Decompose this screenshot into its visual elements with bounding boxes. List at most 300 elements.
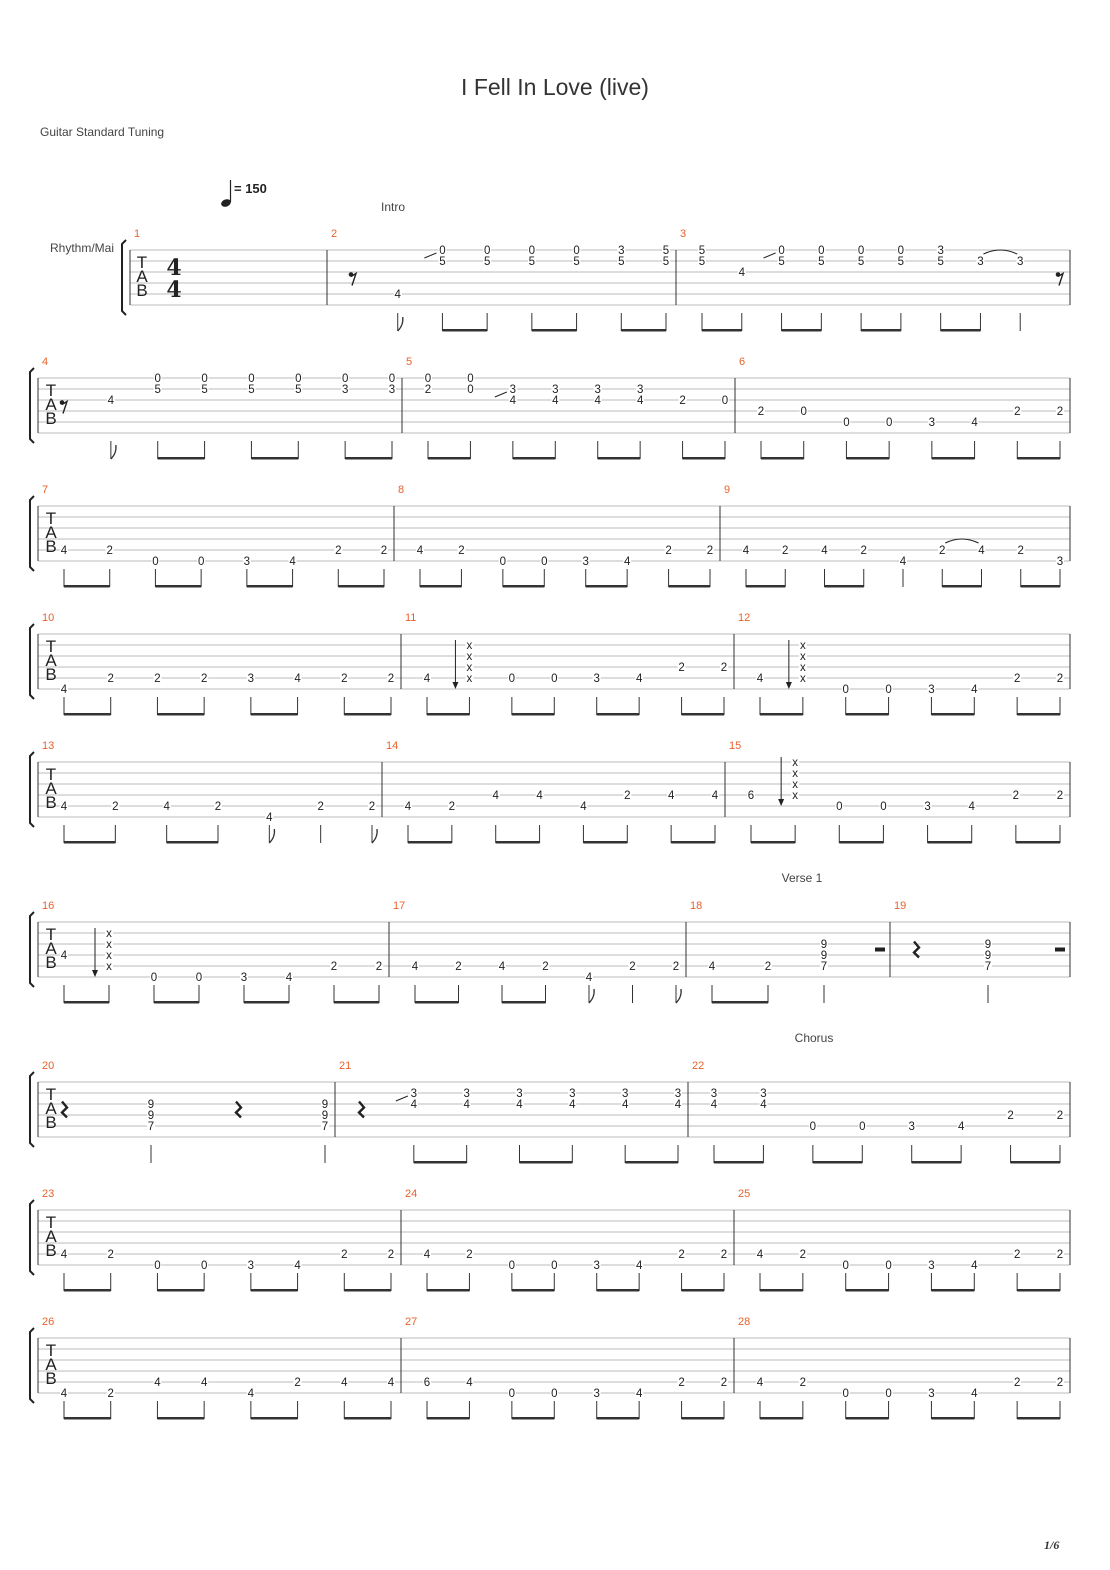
- fret-number: 2: [294, 1377, 301, 1389]
- fret-number: 3: [593, 1388, 600, 1400]
- eighth-rest-icon: [1058, 274, 1063, 286]
- fret-number: 0: [154, 373, 161, 385]
- tab-clef-letter: T: [45, 1341, 57, 1360]
- fret-number: 4: [60, 684, 68, 696]
- fret-number: 3: [341, 384, 349, 396]
- fret-number: 9: [984, 939, 992, 951]
- note-beam: [251, 713, 298, 716]
- tab-clef-letter: T: [45, 925, 57, 944]
- note-beam: [625, 1161, 678, 1164]
- fret-number: 5: [818, 256, 825, 268]
- measure-number: 5: [406, 356, 413, 368]
- note-flag: [269, 829, 274, 843]
- fret-number: 2: [1007, 1110, 1014, 1122]
- fret-number: 0: [499, 556, 507, 568]
- note-beam: [414, 1161, 467, 1164]
- fret-number: 4: [674, 1099, 682, 1111]
- time-signature-top: 4: [166, 255, 182, 281]
- note-beam: [760, 1417, 803, 1420]
- fret-number: 9: [147, 1099, 155, 1111]
- fret-number: 4: [742, 545, 750, 557]
- fret-number: 2: [154, 673, 161, 685]
- note-beam: [251, 1289, 298, 1292]
- fret-number: 0: [197, 556, 205, 568]
- fret-number: 4: [289, 556, 296, 568]
- section-label: Verse 1: [781, 871, 823, 885]
- note-beam: [64, 1289, 111, 1292]
- fret-number: 4: [60, 1388, 68, 1400]
- fret-number: x: [106, 939, 112, 951]
- staff-system: [30, 1072, 1070, 1164]
- fret-number: 4: [416, 545, 424, 557]
- fret-number: 3: [760, 1088, 767, 1100]
- fret-number: 2: [720, 1377, 728, 1389]
- fret-number: 2: [106, 545, 113, 557]
- fret-number: 0: [857, 245, 865, 257]
- rest-symbol: [875, 948, 885, 952]
- measure-number: 21: [339, 1060, 352, 1072]
- fret-number: 0: [341, 373, 349, 385]
- note-beam: [1011, 1161, 1060, 1164]
- fret-number: 0: [880, 801, 887, 813]
- fret-number: 2: [720, 1249, 728, 1261]
- fret-number: 4: [971, 1388, 978, 1400]
- note-beam: [442, 329, 487, 332]
- fret-number: 5: [573, 256, 580, 268]
- fret-number: 4: [569, 1099, 576, 1111]
- measure-number: 12: [738, 612, 751, 624]
- fret-number: 4: [708, 961, 716, 973]
- note-beam: [932, 457, 975, 460]
- note-beam: [586, 585, 627, 588]
- note-beam: [671, 841, 715, 844]
- note-beam: [338, 585, 384, 588]
- fret-number: 4: [580, 801, 587, 813]
- fret-number: 0: [836, 801, 843, 813]
- fret-number: 4: [756, 673, 764, 685]
- note-beam: [928, 841, 972, 844]
- note-beam: [597, 713, 639, 716]
- measure-number: 8: [398, 484, 405, 496]
- tab-clef-letter: B: [45, 1241, 57, 1260]
- fret-number: 2: [1017, 545, 1024, 557]
- measure-number: 27: [405, 1316, 418, 1328]
- fret-number: 4: [738, 267, 745, 279]
- fret-number: 3: [674, 1088, 682, 1100]
- tab-clef-letter: B: [45, 1113, 57, 1132]
- fret-number: x: [792, 779, 799, 791]
- fret-number: 4: [971, 684, 978, 696]
- fret-number: 4: [968, 801, 975, 813]
- fret-number: 2: [799, 1377, 807, 1389]
- fret-number: x: [106, 950, 112, 962]
- note-beam: [428, 457, 470, 460]
- note-beam: [682, 1289, 724, 1292]
- note-beam: [583, 841, 627, 844]
- fret-number: 0: [551, 1260, 558, 1272]
- fret-number: 3: [618, 245, 625, 257]
- fret-number: 3: [509, 384, 517, 396]
- fret-number: 2: [1012, 790, 1020, 802]
- fret-number: 4: [957, 1121, 965, 1133]
- note-beam: [621, 329, 666, 332]
- tab-clef-letter: A: [45, 939, 57, 958]
- fret-number: 0: [152, 556, 159, 568]
- note-beam: [813, 1161, 862, 1164]
- note-beam: [157, 1289, 204, 1292]
- fret-number: 2: [1056, 406, 1064, 418]
- fret-number: 4: [760, 1099, 767, 1111]
- fret-number: 4: [635, 1260, 643, 1272]
- fret-number: 6: [747, 790, 755, 802]
- measure-number: 19: [894, 900, 907, 912]
- note-beam: [1016, 841, 1060, 844]
- fret-number: x: [466, 640, 473, 652]
- fret-number: 4: [247, 1388, 255, 1400]
- section-label: Intro: [380, 200, 406, 214]
- note-beam: [244, 1001, 289, 1004]
- fret-number: 0: [551, 1388, 558, 1400]
- fret-number: 0: [551, 673, 558, 685]
- note-beam: [420, 585, 461, 588]
- fret-number: 4: [60, 950, 68, 962]
- note-beam: [532, 329, 577, 332]
- fret-number: 2: [455, 961, 462, 973]
- fret-number: 4: [394, 289, 401, 301]
- slide-mark: [424, 253, 436, 258]
- strum-arrow-icon: [778, 799, 784, 806]
- fret-number: 4: [978, 545, 985, 557]
- fret-number: 4: [821, 545, 828, 557]
- fret-number: 4: [756, 1249, 764, 1261]
- fret-number: 2: [542, 961, 549, 973]
- fret-number: 4: [971, 1260, 978, 1272]
- fret-number: 2: [672, 961, 680, 973]
- measure-number: 2: [331, 228, 338, 240]
- fret-number: 0: [154, 1260, 161, 1272]
- song-title: I Fell In Love (live): [461, 74, 649, 100]
- fret-number: 5: [857, 256, 865, 268]
- note-beam: [682, 713, 724, 716]
- fret-number: 4: [294, 673, 301, 685]
- fret-number: x: [466, 673, 473, 685]
- fret-number: 2: [1056, 1377, 1064, 1389]
- slide-mark: [764, 253, 776, 258]
- fret-number: 0: [885, 1260, 892, 1272]
- measure-number: 9: [724, 484, 731, 496]
- note-beam: [345, 457, 392, 460]
- tab-clef-letter: T: [45, 509, 57, 528]
- measure-number: 3: [680, 228, 687, 240]
- measure-number: 15: [729, 740, 742, 752]
- measure-number: 13: [42, 740, 55, 752]
- fret-number: 4: [423, 1249, 431, 1261]
- note-beam: [496, 841, 540, 844]
- rest-symbol: [60, 400, 67, 413]
- tab-clef-letter: B: [136, 281, 148, 300]
- fret-number: 0: [885, 417, 893, 429]
- fret-number: 9: [820, 939, 828, 951]
- fret-number: 4: [621, 1099, 629, 1111]
- fret-number: 3: [710, 1088, 718, 1100]
- note-beam: [415, 1001, 459, 1004]
- rest-symbol: [1056, 272, 1063, 285]
- note-beam: [503, 585, 544, 588]
- fret-number: 2: [375, 961, 383, 973]
- fret-number: x: [792, 768, 799, 780]
- system-bracket: [30, 912, 34, 987]
- note-beam: [520, 1161, 573, 1164]
- staff-system: [122, 240, 1070, 332]
- fret-number: 3: [924, 801, 931, 813]
- fret-number: 2: [458, 545, 465, 557]
- fret-number: 3: [247, 1260, 255, 1272]
- fret-number: 3: [582, 556, 589, 568]
- fret-number: 2: [1014, 406, 1021, 418]
- note-beam: [427, 713, 469, 716]
- fret-number: 3: [621, 1088, 629, 1100]
- note-beam: [512, 1417, 554, 1420]
- fret-number: 4: [60, 1249, 68, 1261]
- system-bracket: [30, 1200, 34, 1275]
- fret-number: 4: [60, 545, 68, 557]
- note-beam: [931, 713, 974, 716]
- note-beam: [751, 841, 795, 844]
- tempo-value: = 150: [234, 181, 267, 196]
- fret-number: x: [792, 790, 799, 802]
- fret-number: 2: [624, 790, 631, 802]
- tab-clef-letter: B: [45, 409, 57, 428]
- fret-number: 3: [908, 1121, 915, 1133]
- strum-arrow-icon: [452, 682, 458, 689]
- fret-number: 6: [423, 1377, 431, 1389]
- measure-number: 23: [42, 1188, 55, 1200]
- note-beam: [512, 1289, 554, 1292]
- fret-number: 3: [593, 673, 600, 685]
- fret-number: 0: [467, 384, 474, 396]
- fret-number: 0: [859, 1121, 866, 1133]
- note-beam: [344, 1417, 391, 1420]
- note-beam: [861, 329, 901, 332]
- note-beam: [167, 841, 218, 844]
- fret-number: 2: [860, 545, 867, 557]
- fret-number: 4: [492, 790, 499, 802]
- measure-number: 17: [393, 900, 406, 912]
- fret-number: 5: [201, 384, 208, 396]
- fret-number: 7: [321, 1121, 329, 1133]
- fret-number: 0: [424, 373, 432, 385]
- fret-number: 3: [928, 1260, 935, 1272]
- measure-number: 16: [42, 900, 55, 912]
- half-rest-icon: [875, 948, 885, 952]
- rest-symbol: [1055, 948, 1065, 952]
- tab-clef-letter: T: [45, 765, 57, 784]
- tab-clef-letter: A: [45, 779, 57, 798]
- staff-system: [30, 1200, 1070, 1292]
- fret-number: 5: [698, 256, 706, 268]
- note-beam: [846, 1289, 889, 1292]
- fret-number: 4: [163, 801, 170, 813]
- fret-number: x: [799, 651, 806, 663]
- fret-number: 5: [937, 256, 944, 268]
- fret-number: 2: [782, 545, 789, 557]
- fret-number: 4: [594, 395, 601, 407]
- note-beam: [846, 1417, 889, 1420]
- fret-number: 3: [928, 684, 935, 696]
- note-beam: [512, 713, 554, 716]
- fret-number: 2: [720, 662, 728, 674]
- note-beam: [782, 329, 822, 332]
- time-signature-bottom: 4: [166, 277, 182, 303]
- strum-arrow-icon: [92, 970, 98, 977]
- fret-number: 4: [552, 395, 559, 407]
- note-beam: [912, 1161, 961, 1164]
- tab-clef-letter: A: [45, 1227, 57, 1246]
- note-beam: [64, 713, 111, 716]
- note-beam: [931, 1417, 974, 1420]
- fret-number: 4: [971, 417, 978, 429]
- fret-number: 2: [1013, 1249, 1021, 1261]
- tab-clef-letter: B: [45, 665, 57, 684]
- note-beam: [669, 585, 710, 588]
- strum-arrow-icon: [786, 682, 792, 689]
- note-beam: [942, 585, 981, 588]
- fret-number: 0: [467, 373, 474, 385]
- fret-number: 2: [629, 961, 636, 973]
- fret-number: 4: [387, 1377, 395, 1389]
- system-bracket: [30, 624, 34, 699]
- system-bracket: [30, 496, 34, 571]
- fret-number: 2: [341, 673, 348, 685]
- fret-number: 0: [295, 373, 302, 385]
- note-flag: [111, 445, 116, 459]
- fret-number: x: [466, 651, 473, 663]
- fret-number: 2: [335, 545, 342, 557]
- fret-number: 5: [528, 256, 536, 268]
- note-beam: [158, 457, 205, 460]
- slide-mark: [396, 1096, 408, 1101]
- note-flag: [372, 829, 377, 843]
- note-beam: [64, 585, 110, 588]
- fret-number: 4: [423, 673, 431, 685]
- fret-number: 3: [569, 1088, 576, 1100]
- fret-number: 3: [552, 384, 559, 396]
- fret-number: 0: [818, 245, 825, 257]
- note-flag: [398, 317, 403, 331]
- note-beam: [344, 713, 391, 716]
- tie-arc: [983, 250, 1017, 254]
- fret-number: 3: [636, 384, 644, 396]
- note-beam: [154, 1001, 199, 1004]
- staff-system: [30, 752, 1070, 844]
- staff-system: [30, 1328, 1070, 1420]
- measure-number: 6: [739, 356, 746, 368]
- staff-system: [30, 912, 1070, 1004]
- fret-number: x: [106, 961, 112, 973]
- fret-number: 0: [897, 245, 905, 257]
- note-beam: [1017, 1289, 1060, 1292]
- fret-number: 5: [778, 256, 785, 268]
- half-rest-icon: [1055, 948, 1065, 952]
- note-beam: [941, 329, 981, 332]
- fret-number: 2: [1056, 790, 1064, 802]
- fret-number: 2: [1056, 673, 1064, 685]
- fret-number: 0: [439, 245, 446, 257]
- fret-number: 4: [509, 395, 517, 407]
- fret-number: 4: [60, 801, 68, 813]
- note-beam: [597, 1289, 639, 1292]
- fret-number: 4: [285, 972, 293, 984]
- note-beam: [1017, 1417, 1060, 1420]
- note-beam: [334, 1001, 379, 1004]
- note-beam: [157, 713, 204, 716]
- fret-number: 7: [147, 1121, 155, 1133]
- fret-number: 3: [243, 556, 251, 568]
- fret-number: 4: [341, 1377, 348, 1389]
- fret-number: 0: [248, 373, 255, 385]
- section-label: Chorus: [794, 1031, 834, 1045]
- fret-number: 2: [424, 384, 432, 396]
- fret-number: 0: [778, 245, 785, 257]
- fret-number: 2: [214, 801, 222, 813]
- note-beam: [839, 841, 883, 844]
- fret-number: 2: [706, 545, 714, 557]
- tempo-marking: [220, 180, 232, 208]
- measure-number: 25: [738, 1188, 751, 1200]
- tab-clef-letter: T: [136, 253, 148, 272]
- fret-number: x: [792, 757, 799, 769]
- fret-number: 2: [678, 1249, 685, 1261]
- fret-number: 3: [388, 384, 396, 396]
- fret-number: 2: [112, 801, 119, 813]
- fret-number: 3: [1056, 556, 1064, 568]
- tab-clef-letter: A: [45, 523, 57, 542]
- fret-number: 5: [248, 384, 255, 396]
- fret-number: 4: [536, 790, 543, 802]
- fret-number: x: [799, 640, 806, 652]
- fret-number: 3: [928, 417, 936, 429]
- fret-number: 2: [1013, 673, 1021, 685]
- fret-number: 5: [295, 384, 302, 396]
- fret-number: 3: [937, 245, 944, 257]
- staff-system: [30, 496, 1070, 588]
- fret-number: 4: [266, 812, 273, 824]
- fret-number: 4: [404, 801, 412, 813]
- page-number: 1/6: [1044, 1538, 1060, 1552]
- fret-number: 5: [154, 384, 161, 396]
- fret-number: 4: [635, 673, 643, 685]
- fret-number: 2: [107, 1249, 114, 1261]
- fret-number: 2: [380, 545, 388, 557]
- fret-number: 0: [842, 684, 849, 696]
- staff-system: [30, 368, 1070, 460]
- tab-clef-letter: B: [45, 537, 57, 556]
- fret-number: 0: [885, 684, 892, 696]
- note-beam: [825, 585, 864, 588]
- note-beam: [427, 1289, 469, 1292]
- note-beam: [597, 1417, 639, 1420]
- fret-number: 9: [321, 1110, 329, 1122]
- fret-number: 2: [799, 1249, 807, 1261]
- note-beam: [64, 1001, 109, 1004]
- fret-number: 5: [439, 256, 446, 268]
- fret-number: 0: [201, 373, 208, 385]
- fret-number: 2: [387, 673, 395, 685]
- fret-number: x: [799, 673, 806, 685]
- fret-number: 5: [698, 245, 706, 257]
- tab-clef-letter: T: [45, 1085, 57, 1104]
- note-beam: [427, 1417, 469, 1420]
